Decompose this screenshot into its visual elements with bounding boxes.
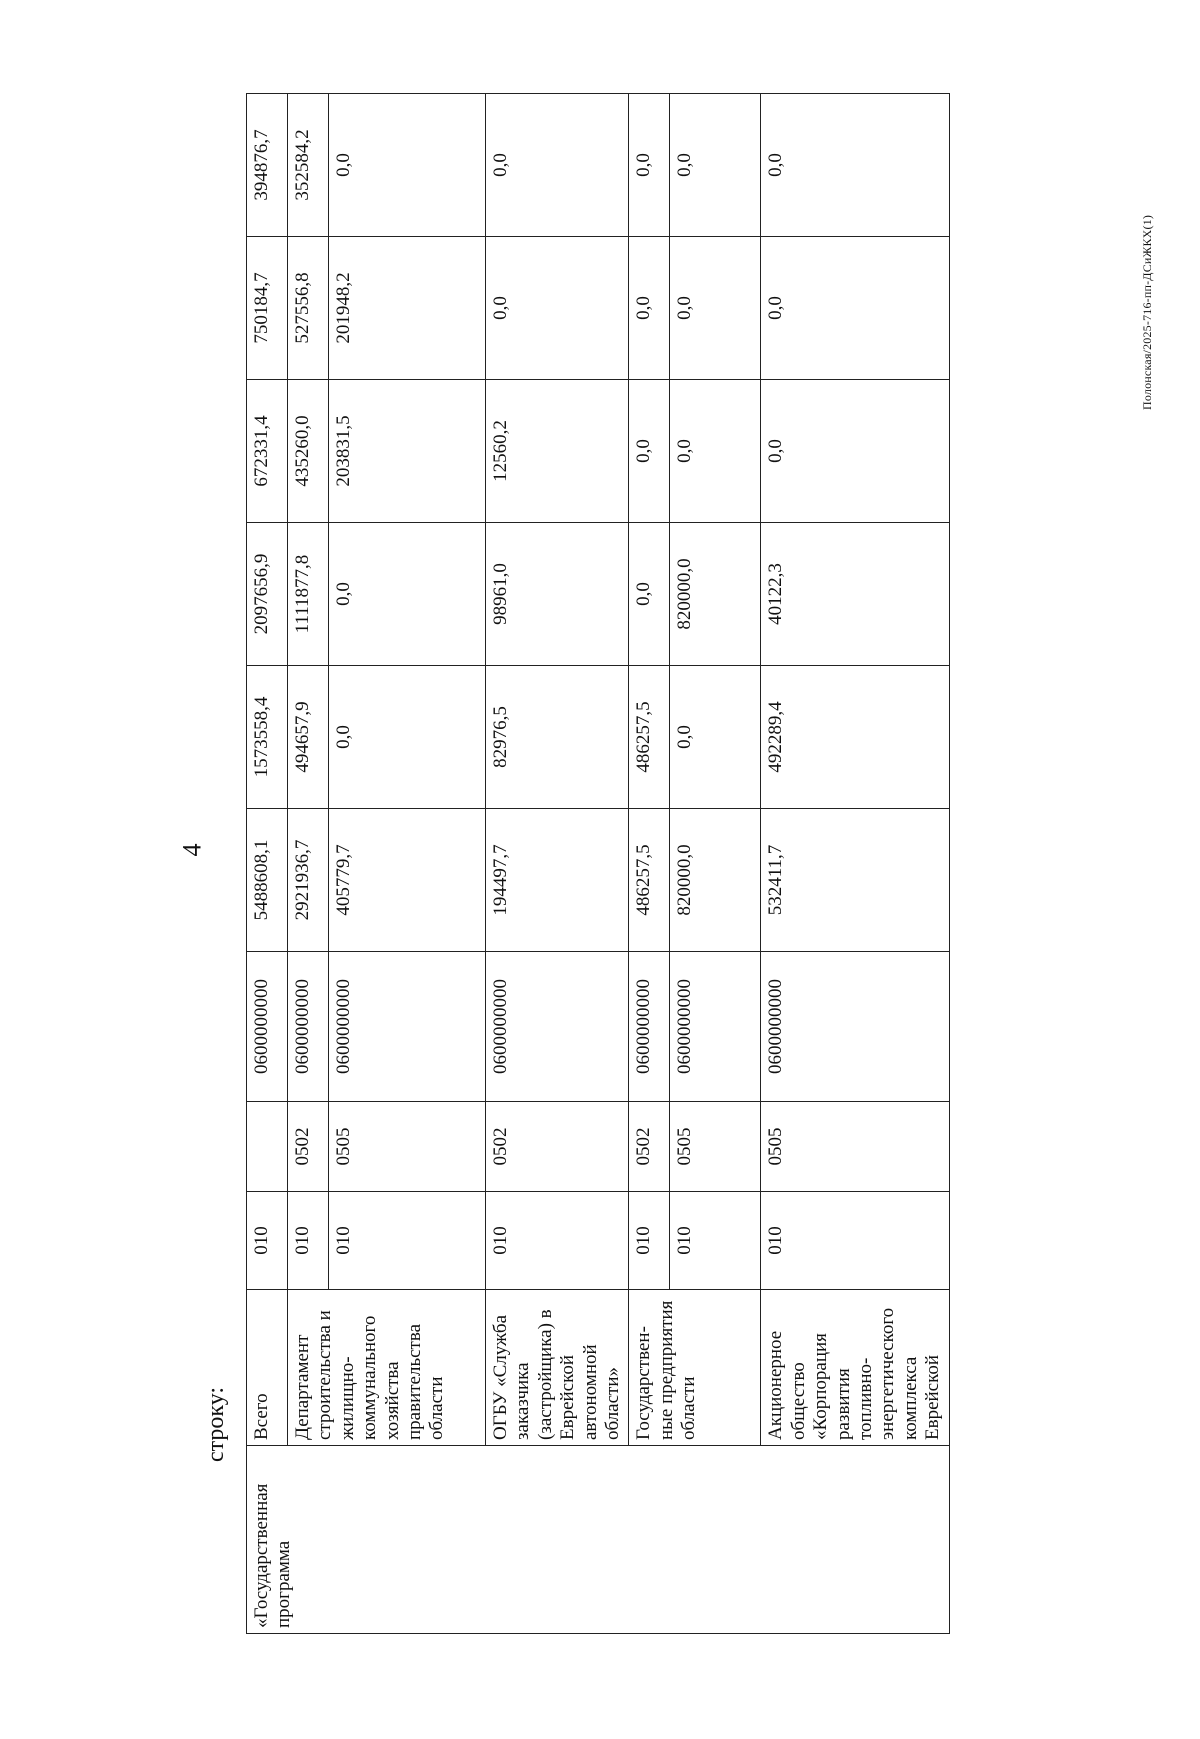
- value-cell: 1573558,4: [247, 666, 288, 809]
- value-cell: 486257,5: [629, 809, 670, 952]
- heading-text: строку:: [203, 1386, 229, 1462]
- value-cell: 2097656,9: [247, 523, 288, 666]
- code-cell: 0502: [486, 1102, 629, 1192]
- table-row: [761, 94, 950, 1634]
- table-row: [486, 94, 629, 1634]
- page-number: 4: [177, 843, 207, 857]
- value-cell: 486257,5: [629, 666, 670, 809]
- value-cell: 750184,7: [247, 237, 288, 380]
- value-cell: 0,0: [670, 666, 761, 809]
- executor-cell: ОГБУ «Служба заказчика (застройщика) в Еврейской автономной области»: [486, 1290, 629, 1446]
- code-cell: 010: [329, 1192, 486, 1290]
- code-cell: 0600000000: [329, 952, 486, 1102]
- value-cell: 494657,9: [288, 666, 329, 809]
- code-cell: 010: [486, 1192, 629, 1290]
- value-cell: 527556,8: [288, 237, 329, 380]
- value-cell: 0,0: [486, 237, 629, 380]
- code-cell: 0600000000: [288, 952, 329, 1102]
- value-cell: 12560,2: [486, 380, 629, 523]
- table-row: [288, 94, 329, 1634]
- program-table-frame: [246, 93, 1026, 1634]
- value-cell: 0,0: [329, 523, 486, 666]
- value-cell: 201948,2: [329, 237, 486, 380]
- code-cell: 0600000000: [486, 952, 629, 1102]
- code-cell: 0502: [629, 1102, 670, 1192]
- code-cell: 0505: [329, 1102, 486, 1192]
- value-cell: 194497,7: [486, 809, 629, 952]
- value-cell: 0,0: [761, 237, 950, 380]
- program-table: [246, 93, 950, 1634]
- code-cell: 0505: [761, 1102, 950, 1192]
- value-cell: 672331,4: [247, 380, 288, 523]
- value-cell: 492289,4: [761, 666, 950, 809]
- document-code: Полонская/2025-716-пп-ДСиЖКХ(1): [1140, 214, 1154, 410]
- executor-cell: Государствен-ные предприятия области: [629, 1290, 761, 1446]
- code-cell: 0505: [670, 1102, 761, 1192]
- value-cell: 820000,0: [670, 523, 761, 666]
- table-row: [629, 94, 670, 1634]
- value-cell: 820000,0: [670, 809, 761, 952]
- value-cell: 98961,0: [486, 523, 629, 666]
- code-cell: 0600000000: [761, 952, 950, 1102]
- value-cell: 82976,5: [486, 666, 629, 809]
- value-cell: 0,0: [329, 94, 486, 237]
- code-cell: 010: [629, 1192, 670, 1290]
- value-cell: 352584,2: [288, 94, 329, 237]
- value-cell: 0,0: [329, 666, 486, 809]
- code-cell: 010: [670, 1192, 761, 1290]
- code-cell: 010: [761, 1192, 950, 1290]
- value-cell: 0,0: [629, 380, 670, 523]
- code-cell: 0600000000: [629, 952, 670, 1102]
- code-cell: 0600000000: [670, 952, 761, 1102]
- value-cell: 203831,5: [329, 380, 486, 523]
- value-cell: 40122,3: [761, 523, 950, 666]
- value-cell: 0,0: [629, 94, 670, 237]
- code-cell: [247, 1102, 288, 1192]
- value-cell: 5488608,1: [247, 809, 288, 952]
- value-cell: 394876,7: [247, 94, 288, 237]
- value-cell: 0,0: [629, 523, 670, 666]
- value-cell: 0,0: [670, 237, 761, 380]
- code-cell: 0502: [288, 1102, 329, 1192]
- executor-cell: Всего: [247, 1290, 288, 1446]
- value-cell: 0,0: [761, 94, 950, 237]
- value-cell: 0,0: [761, 380, 950, 523]
- executor-cell: Департамент строительства и жилищно-коммунального хозяйства правительства области: [288, 1290, 486, 1446]
- value-cell: 405779,7: [329, 809, 486, 952]
- value-cell: 1111877,8: [288, 523, 329, 666]
- value-cell: 2921936,7: [288, 809, 329, 952]
- value-cell: 0,0: [486, 94, 629, 237]
- value-cell: 435260,0: [288, 380, 329, 523]
- code-cell: 0600000000: [247, 952, 288, 1102]
- value-cell: 0,0: [629, 237, 670, 380]
- code-cell: 010: [247, 1192, 288, 1290]
- executor-cell: Акционерное общество «Корпорация развития топливно-энергетического комплекса Еврейской: [761, 1290, 950, 1446]
- table-row: [247, 94, 288, 1634]
- value-cell: 0,0: [670, 94, 761, 237]
- value-cell: 0,0: [670, 380, 761, 523]
- value-cell: 532411,7: [761, 809, 950, 952]
- code-cell: 010: [288, 1192, 329, 1290]
- program-name-cell: «Государственная программа: [247, 1446, 950, 1634]
